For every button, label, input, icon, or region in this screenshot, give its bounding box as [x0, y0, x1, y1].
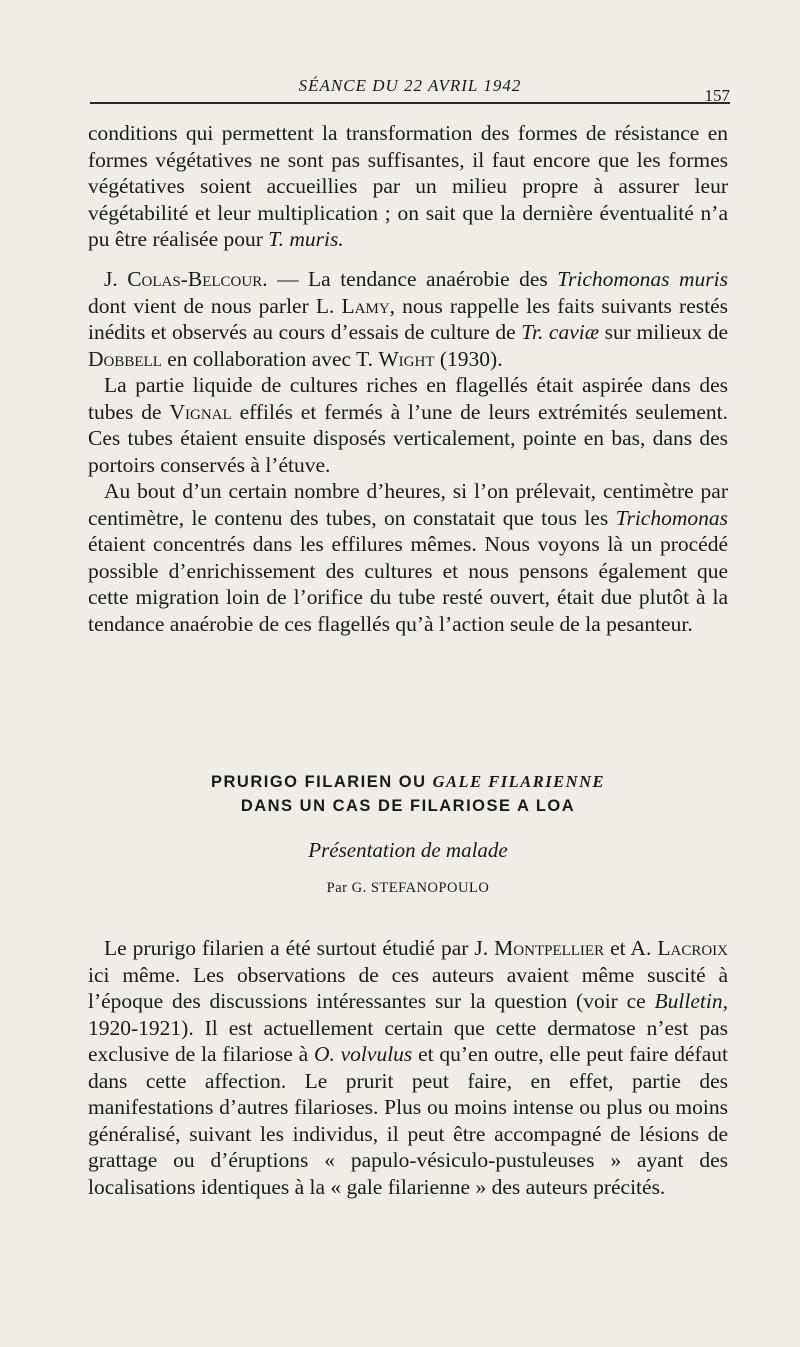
running-head: [90, 72, 730, 108]
species-name: Trichomonas: [615, 505, 728, 530]
cited-author: Lamy: [341, 293, 390, 318]
article-body: [88, 935, 728, 1200]
text-run: et A.: [604, 936, 658, 960]
header-rule: [90, 102, 730, 104]
journal-name: Bulletin: [654, 989, 723, 1013]
species-name: T. muris.: [268, 227, 344, 251]
continuation-block: [88, 120, 728, 253]
species-name: Tr. caviæ: [521, 320, 600, 344]
species-name: O. volvulus: [313, 1042, 413, 1066]
continuation-paragraph: [88, 120, 728, 253]
running-title: SÉANCE DU 22 AVRIL 1942: [298, 76, 522, 95]
cited-author: Wight: [378, 346, 435, 371]
text-run: en collaboration avec T.: [161, 346, 379, 371]
text-run: La partie liquide de cultures riches en flagellés était aspirée dans des tubes de: [88, 373, 728, 424]
article-byline: Par G. STEFANOPOULO: [326, 880, 490, 896]
text-run: sur milieux de: [599, 320, 729, 344]
article-title-line-2: DANS UN CAS DE FILARIOSE A LOA: [240, 797, 576, 815]
article-paragraph-1: [88, 935, 728, 1200]
page-number: 157: [704, 86, 730, 105]
author-name: J. Colas-Belcour.: [104, 267, 268, 291]
cited-author: Dobbell: [88, 346, 162, 371]
cited-author: Vignal: [169, 399, 232, 424]
communication-paragraph-3: [88, 478, 728, 637]
text-run: Au bout d’un certain nombre d’heures, si l’on prélevait, centimètre par centimètre, le contenu des tubes, on constatait que tous les: [88, 479, 728, 530]
cited-author: Lacroix: [657, 936, 728, 960]
text-run: et qu’en outre, elle peut faire défaut dans cette affection. Le prurit peut faire, en effet, partie des manifestations d’autres filarioses. Plus ou moins intense ou plus ou moins généralisé, suivant les individus, il peut être accompagné de lésions de grattage ou d’éruptions « papulo-vésiculo-pustuleuses » ayant des localisations identiques à la « gale filarienne » des auteurs précités.: [88, 1042, 728, 1199]
continuation-text: conditions qui permettent la transformation des formes de résistance en formes végétatives ne sont pas suffisantes, il faut encore que les formes végétatives soient accueillies par un milieu propre à assurer leur végétabilité et leur multiplication ; on sait que la dernière éventualité n’a pu être réalisée pour: [88, 121, 728, 251]
text-run: Le prurigo filarien a été surtout étudié par J.: [104, 936, 495, 960]
title-run-italic: GALE FILARIENNE: [432, 772, 605, 791]
communication-paragraph-1: [88, 266, 728, 372]
text-run: , 1920-1921). Il est actuellement certain que cette dermatose n’est pas exclusive de la filariose à: [88, 989, 728, 1066]
title-run: PRURIGO FILARIEN OU: [210, 773, 433, 791]
text-run: , nous rappelle les faits suivants restés inédits et observés au cours d’essais de culture de: [88, 293, 728, 344]
article-title: [88, 770, 728, 818]
cited-author: Montpellier: [494, 936, 605, 960]
communication-paragraph-2: [88, 372, 728, 478]
colas-belcour-communication: [88, 266, 728, 637]
article-subtitle: Présentation de malade: [308, 838, 508, 862]
article-title-line-1: [88, 770, 728, 794]
text-run: ici même. Les observations de ces auteurs avaient même suscité à l’époque des discussions intéressantes sur la question (voir ce: [88, 962, 728, 1013]
text-run: étaient concentrés dans les effilures mêmes. Nous voyons là un procédé possible d’enrichissement des cultures et nous pensons également que cette migration loin de l’orifice du tube resté ouvert, était due plutôt à la tendance anaérobie de ces flagellés qu’à l’action seule de la pesanteur.: [88, 532, 728, 636]
text-run: (1930).: [434, 346, 503, 371]
text-run: dont vient de nous parler L.: [88, 293, 342, 318]
species-name: Trichomonas muris: [557, 267, 728, 291]
text-run: — La tendance anaérobie des: [267, 267, 558, 291]
text-run: effilés et fermés à l’une de leurs extrémités seulement. Ces tubes étaient ensuite disposés verticalement, pointe en bas, dans des portoirs conservés à l’étuve.: [88, 399, 728, 477]
